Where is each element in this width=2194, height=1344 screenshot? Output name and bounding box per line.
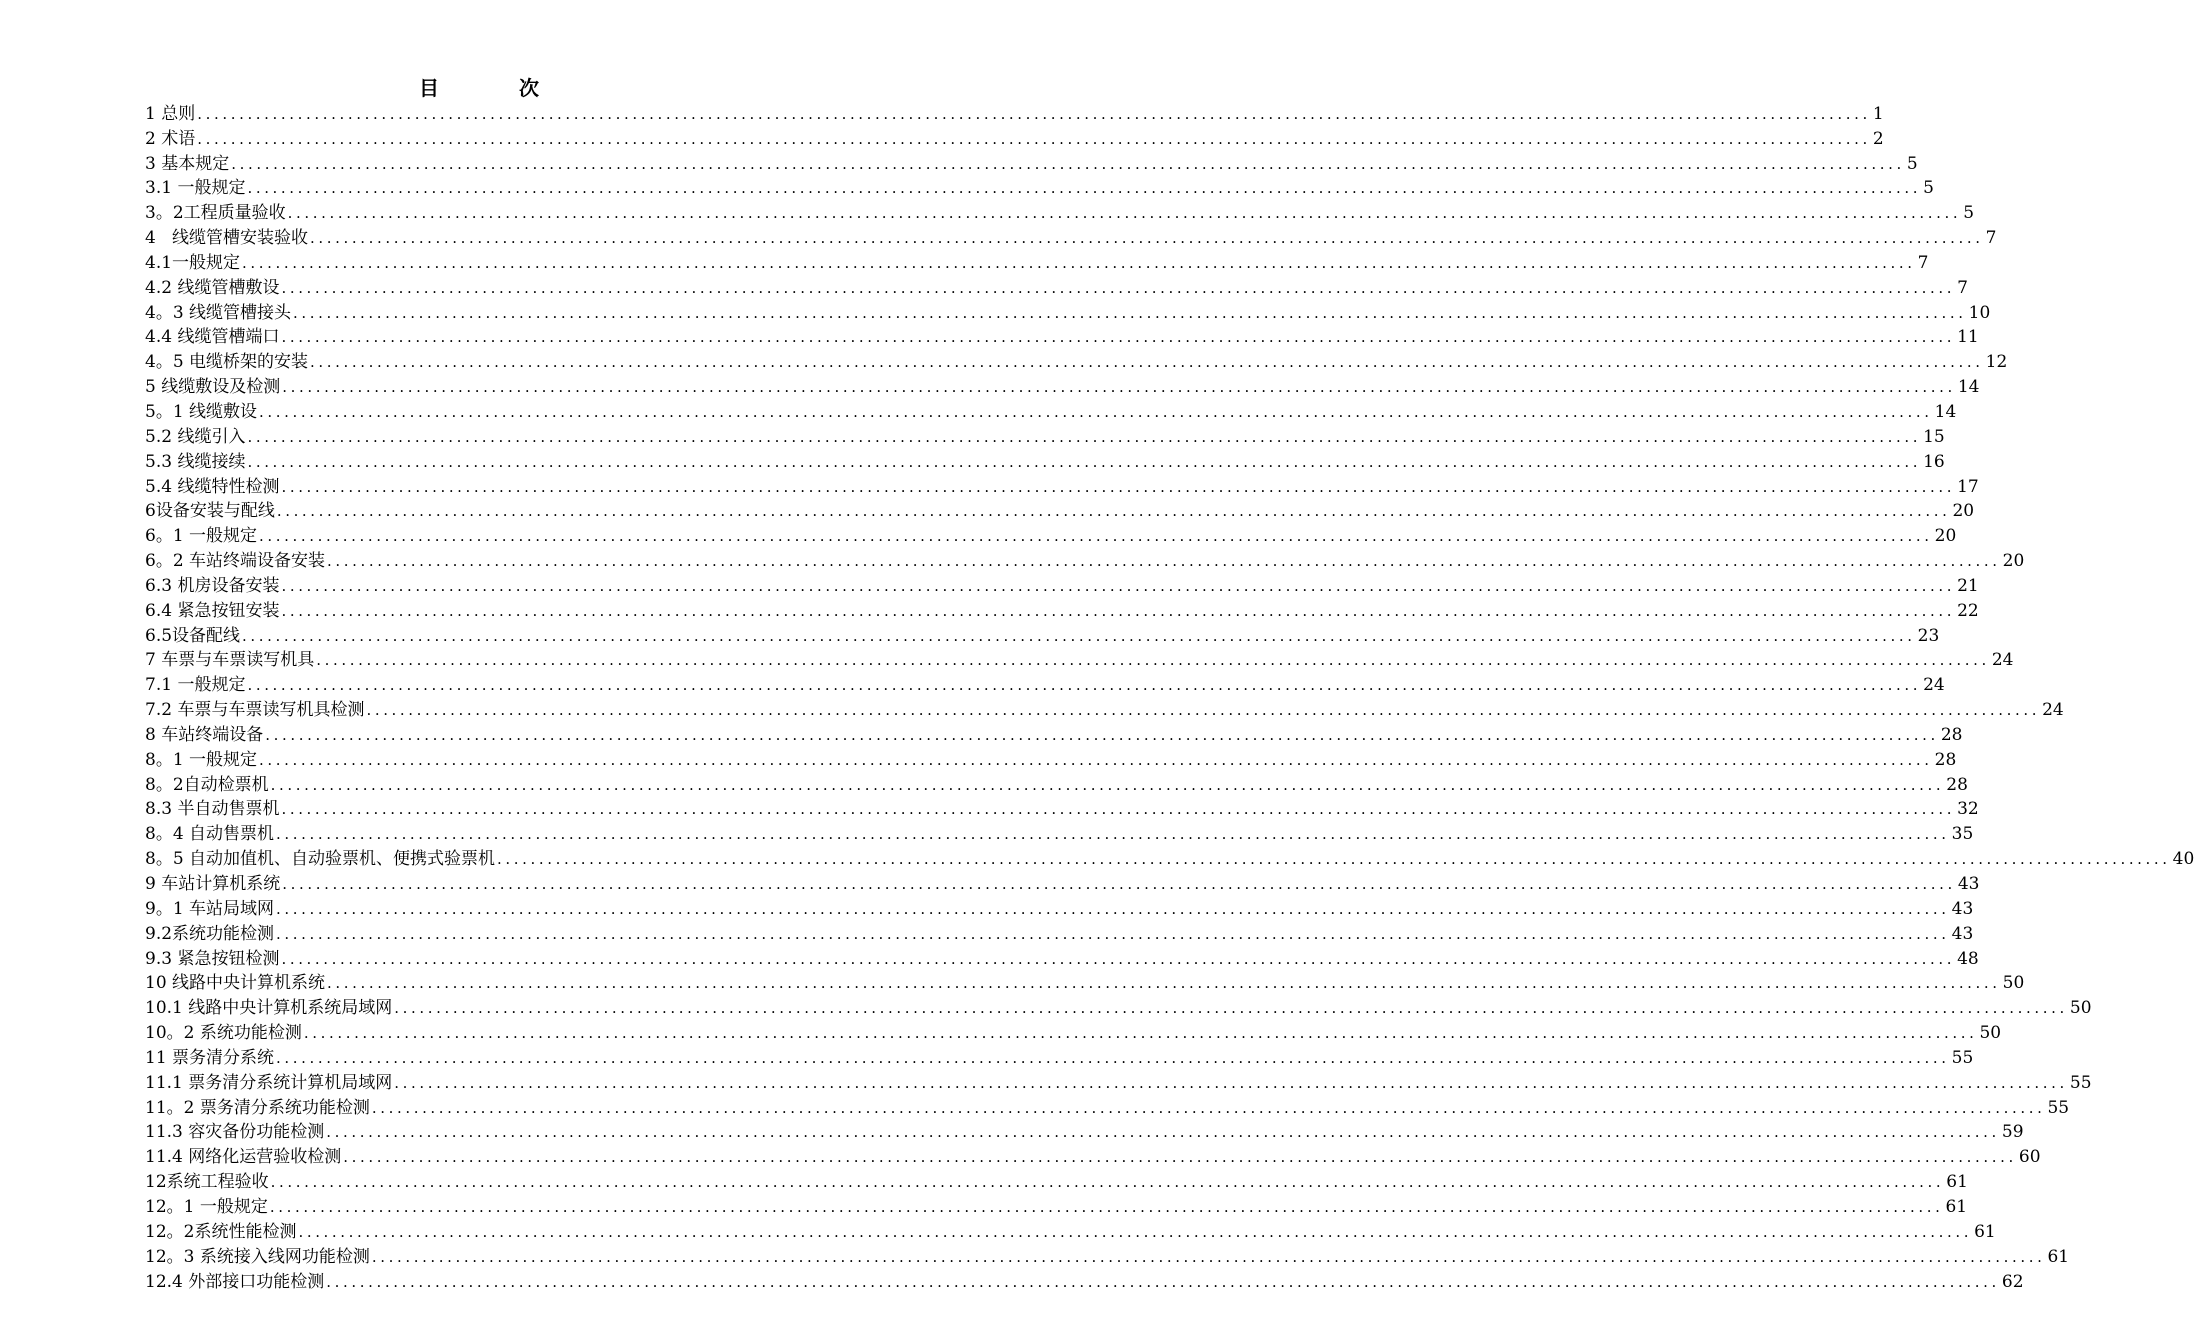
- toc-entry-page-number: 7: [1917, 252, 1929, 273]
- toc-entry-label: 5.2 线缆引入: [145, 426, 246, 447]
- toc-dot-leader: ........................................................................................................................................................................................................: [394, 1073, 2068, 1092]
- toc-entry[interactable]: [145, 473, 1979, 498]
- toc-entry[interactable]: [145, 572, 1979, 597]
- toc-dot-leader: ........................................................................................................................................................................................................: [310, 353, 1984, 372]
- toc-entry[interactable]: [145, 224, 1997, 249]
- toc-dot-leader: ........................................................................................................................................................................................................: [270, 1173, 1945, 1192]
- toc-dot-leader: ........................................................................................................................................................................................................: [371, 1247, 2046, 1266]
- toc-dot-leader: ........................................................................................................................................................................................................: [282, 378, 1956, 397]
- toc-dot-leader: ........................................................................................................................................................................................................: [242, 253, 1916, 272]
- toc-entry-label: 4。3 线缆管槽接头: [145, 302, 292, 323]
- toc-entry[interactable]: [145, 373, 1980, 398]
- toc-entry-label: 7.2 车票与车票读写机具检测: [145, 700, 365, 721]
- toc-entry-page-number: 28: [1940, 724, 1963, 745]
- toc-entry[interactable]: [145, 647, 2014, 672]
- toc-entry-label: 11.1 票务清分系统计算机局域网: [145, 1072, 393, 1093]
- toc-entry-label: 11.3 容灾备份功能检测: [145, 1122, 325, 1143]
- toc-entry-label: 6.5设备配线: [145, 625, 241, 646]
- toc-entry[interactable]: [145, 398, 1957, 423]
- toc-entry[interactable]: [145, 274, 1968, 299]
- toc-dot-leader: ........................................................................................................................................................................................................: [371, 1098, 2046, 1117]
- toc-entry-label: 6。2 车站终端设备安装: [145, 551, 326, 572]
- toc-entry-page-number: 43: [1951, 923, 1974, 944]
- toc-dot-leader: ........................................................................................................................................................................................................: [259, 527, 1933, 546]
- toc-entry[interactable]: [145, 125, 1884, 150]
- toc-entry[interactable]: [145, 597, 1979, 622]
- toc-entry-page-number: 14: [1957, 377, 1980, 398]
- toc-entry-label: 4.2 线缆管槽敷设: [145, 277, 280, 298]
- toc-dot-leader: ........................................................................................................................................................................................................: [231, 154, 1905, 173]
- toc-entry-page-number: 43: [1951, 898, 1974, 919]
- toc-dot-leader: ........................................................................................................................................................................................................: [242, 626, 1916, 645]
- toc-entry[interactable]: [145, 721, 1963, 746]
- toc-entry-label: 12系统工程验收: [145, 1172, 269, 1193]
- toc-dot-leader: ........................................................................................................................................................................................................: [281, 477, 1956, 496]
- toc-dot-leader: ........................................................................................................................................................................................................: [327, 552, 2001, 571]
- toc-entry-page-number: 61: [1946, 1172, 1968, 1193]
- toc-entry-page-number: 60: [2018, 1147, 2041, 1168]
- toc-dot-leader: ........................................................................................................................................................................................................: [269, 1197, 1944, 1216]
- toc-entry-page-number: 61: [2047, 1246, 2070, 1267]
- toc-entry[interactable]: [145, 175, 1934, 200]
- toc-entry[interactable]: [145, 1168, 1968, 1193]
- toc-entry-label: 9 车站计算机系统: [145, 874, 281, 894]
- toc-entry-page-number: 43: [1957, 874, 1980, 894]
- toc-dot-leader: ........................................................................................................................................................................................................: [497, 850, 2171, 869]
- toc-entry[interactable]: [145, 945, 1979, 970]
- toc-entry-page-number: 59: [2001, 1122, 2024, 1143]
- toc-dot-leader: ........................................................................................................................................................................................................: [310, 229, 1984, 248]
- toc-entry-page-number: 28: [1934, 749, 1957, 770]
- toc-entry-page-number: 61: [1974, 1221, 1996, 1242]
- toc-dot-leader: ........................................................................................................................................................................................................: [316, 651, 1990, 670]
- toc-dot-leader: ........................................................................................................................................................................................................: [394, 999, 2068, 1018]
- toc-dot-leader: ........................................................................................................................................................................................................: [247, 427, 1922, 446]
- toc-entry-label: 11.4 网络化运营验收检测: [145, 1147, 342, 1168]
- toc-entry[interactable]: [145, 696, 2064, 721]
- toc-dot-leader: ........................................................................................................................................................................................................: [265, 725, 1939, 744]
- toc-dot-leader: ........................................................................................................................................................................................................: [276, 899, 1950, 918]
- toc-list: [145, 100, 2194, 1293]
- toc-dot-leader: ........................................................................................................................................................................................................: [276, 924, 1950, 943]
- toc-entry-page-number: 5: [1906, 153, 1918, 174]
- toc-entry[interactable]: [145, 299, 1991, 324]
- toc-entry[interactable]: [145, 671, 1945, 696]
- toc-entry[interactable]: [145, 1069, 2092, 1094]
- toc-entry-page-number: 55: [2069, 1072, 2092, 1093]
- toc-entry[interactable]: [145, 1268, 2024, 1293]
- toc-entry-page-number: 14: [1934, 401, 1957, 422]
- toc-dot-leader: ........................................................................................................................................................................................................: [281, 800, 1956, 819]
- toc-entry-page-number: 11: [1957, 327, 1979, 348]
- toc-entry-page-number: 24: [2042, 700, 2064, 721]
- toc-entry-label: 5 线缆敷设及检测: [145, 377, 281, 398]
- toc-dot-leader: ........................................................................................................................................................................................................: [276, 502, 1951, 521]
- toc-entry-label: 9。1 车站局域网: [145, 898, 275, 919]
- toc-entry-label: 12。3 系统接入线网功能检测: [145, 1246, 370, 1267]
- toc-entry-page-number: 55: [2047, 1097, 2070, 1118]
- toc-dot-leader: ........................................................................................................................................................................................................: [197, 104, 1871, 123]
- toc-entry-label: 6.3 机房设备安装: [145, 575, 280, 596]
- toc-entry-page-number: 62: [2001, 1271, 2024, 1292]
- toc-entry[interactable]: [145, 1019, 2002, 1044]
- toc-dot-leader: ........................................................................................................................................................................................................: [281, 328, 1956, 347]
- toc-entry[interactable]: [145, 1143, 2041, 1168]
- toc-entry-page-number: 20: [2002, 551, 2025, 572]
- toc-entry-label: 6。1 一般规定: [145, 526, 258, 547]
- toc-entry[interactable]: [145, 150, 1918, 175]
- toc-entry-label: 8。5 自动加值机、自动验票机、便携式验票机: [145, 849, 496, 870]
- toc-entry[interactable]: [145, 1218, 1996, 1243]
- toc-entry-label: 3 基本规定: [145, 153, 230, 174]
- toc-entry-page-number: 16: [1923, 451, 1945, 472]
- toc-entry[interactable]: [145, 994, 2092, 1019]
- toc-entry[interactable]: [145, 622, 1940, 647]
- toc-entry-label: 10 线路中央计算机系统: [145, 973, 326, 994]
- toc-dot-leader: ........................................................................................................................................................................................................: [326, 1272, 2000, 1291]
- toc-entry-label: 9.3 紧急按钮检测: [145, 948, 280, 969]
- toc-entry-label: 4。5 电缆桥架的安装: [145, 352, 309, 373]
- toc-dot-leader: ........................................................................................................................................................................................................: [326, 1123, 2000, 1142]
- toc-entry-label: 11 票务清分系统: [145, 1047, 275, 1068]
- toc-dot-leader: ........................................................................................................................................................................................................: [247, 452, 1922, 471]
- toc-entry-page-number: 22: [1957, 600, 1979, 621]
- toc-entry[interactable]: [145, 423, 1945, 448]
- toc-entry-page-number: 5: [1923, 178, 1934, 199]
- toc-entry[interactable]: [145, 1119, 2024, 1144]
- toc-entry[interactable]: [145, 498, 1975, 523]
- toc-entry-label: 10。2 系统功能检测: [145, 1023, 302, 1044]
- toc-entry-page-number: 17: [1957, 476, 1979, 497]
- toc-dot-leader: ........................................................................................................................................................................................................: [270, 775, 1945, 794]
- toc-entry-page-number: 24: [1991, 650, 2014, 671]
- toc-entry-label: 3.1 一般规定: [145, 178, 246, 199]
- toc-entry[interactable]: [145, 895, 1974, 920]
- toc-entry-page-number: 1: [1872, 103, 1884, 124]
- toc-entry-label: 8.3 半自动售票机: [145, 799, 280, 820]
- toc-entry-label: 7.1 一般规定: [145, 675, 246, 696]
- toc-dot-leader: ........................................................................................................................................................................................................: [247, 179, 1922, 198]
- toc-entry[interactable]: [145, 199, 1975, 224]
- toc-entry[interactable]: [145, 1094, 2070, 1119]
- toc-dot-leader: ........................................................................................................................................................................................................: [276, 1048, 1950, 1067]
- toc-dot-leader: ........................................................................................................................................................................................................: [343, 1148, 2017, 1167]
- toc-entry-page-number: 50: [1979, 1023, 2002, 1044]
- toc-entry[interactable]: [145, 1193, 1968, 1218]
- toc-entry-page-number: 50: [2002, 973, 2025, 994]
- toc-entry-page-number: 12: [1985, 352, 2008, 373]
- toc-entry-page-number: 20: [1934, 526, 1957, 547]
- toc-dot-leader: ........................................................................................................................................................................................................: [293, 303, 1967, 322]
- toc-entry-page-number: 55: [1951, 1047, 1974, 1068]
- toc-dot-leader: ........................................................................................................................................................................................................: [281, 949, 1956, 968]
- toc-dot-leader: ........................................................................................................................................................................................................: [197, 129, 1871, 148]
- toc-entry[interactable]: [145, 796, 1979, 821]
- toc-entry[interactable]: [145, 448, 1945, 473]
- toc-entry[interactable]: [145, 348, 2008, 373]
- toc-entry[interactable]: [145, 771, 1968, 796]
- toc-entry[interactable]: [145, 547, 2025, 572]
- toc-entry-label: 12。2系统性能检测: [145, 1221, 297, 1242]
- toc-entry-label: 9.2系统功能检测: [145, 923, 275, 944]
- toc-dot-leader: ........................................................................................................................................................................................................: [303, 1024, 1978, 1043]
- toc-entry-page-number: 7: [1957, 277, 1968, 298]
- toc-entry-label: 7 车票与车票读写机具: [145, 650, 315, 671]
- toc-dot-leader: ........................................................................................................................................................................................................: [298, 1222, 1973, 1241]
- toc-entry-page-number: 2: [1872, 128, 1884, 149]
- toc-entry-page-number: 21: [1957, 575, 1979, 596]
- toc-dot-leader: ........................................................................................................................................................................................................: [259, 402, 1933, 421]
- toc-dot-leader: ........................................................................................................................................................................................................: [247, 676, 1922, 695]
- toc-entry[interactable]: [145, 522, 1957, 547]
- toc-entry-label: 3。2工程质量验收: [145, 203, 286, 224]
- toc-entry-page-number: 48: [1957, 948, 1979, 969]
- toc-entry-label: 5.3 线缆接续: [145, 451, 246, 472]
- toc-entry-page-number: 5: [1963, 203, 1975, 224]
- toc-entry-label: 4.4 线缆管槽端口: [145, 327, 280, 348]
- toc-entry-page-number: 20: [1952, 501, 1975, 522]
- toc-entry-label: 6设备安装与配线: [145, 501, 275, 522]
- toc-entry[interactable]: [145, 746, 1957, 771]
- toc-entry-label: 5.4 线缆特性检测: [145, 476, 280, 497]
- toc-entry-page-number: 40: [2172, 849, 2194, 870]
- toc-entry-page-number: 32: [1957, 799, 1979, 820]
- toc-entry-label: 8。2自动检票机: [145, 774, 269, 795]
- toc-entry-page-number: 35: [1951, 824, 1974, 845]
- toc-entry-page-number: 10: [1968, 302, 1991, 323]
- toc-entry[interactable]: [145, 324, 1979, 349]
- toc-entry-page-number: 61: [1945, 1196, 1968, 1217]
- toc-entry-label: 11。2 票务清分系统功能检测: [145, 1097, 370, 1118]
- toc-entry-page-number: 15: [1923, 426, 1945, 447]
- toc-dot-leader: ........................................................................................................................................................................................................: [259, 750, 1933, 769]
- toc-entry-page-number: 24: [1923, 675, 1945, 696]
- toc-entry-label: 8。4 自动售票机: [145, 824, 275, 845]
- toc-entry[interactable]: [145, 249, 1929, 274]
- toc-dot-leader: ........................................................................................................................................................................................................: [287, 204, 1962, 223]
- toc-dot-leader: ........................................................................................................................................................................................................: [281, 601, 1956, 620]
- toc-entry[interactable]: [145, 820, 1974, 845]
- toc-entry-page-number: 7: [1985, 228, 1997, 249]
- toc-entry[interactable]: [145, 1044, 1974, 1069]
- toc-entry[interactable]: [145, 1243, 2070, 1268]
- toc-entry-page-number: 50: [2069, 998, 2092, 1019]
- toc-entry[interactable]: [145, 845, 2194, 870]
- toc-title: 目 次: [419, 76, 561, 100]
- toc-entry-label: 4.1一般规定: [145, 252, 241, 273]
- toc-entry[interactable]: [145, 100, 1884, 125]
- toc-dot-leader: ........................................................................................................................................................................................................: [366, 701, 2041, 720]
- toc-dot-leader: ........................................................................................................................................................................................................: [281, 278, 1956, 297]
- toc-entry-label: 6.4 紧急按钮安装: [145, 600, 280, 621]
- toc-entry-page-number: 28: [1946, 774, 1968, 795]
- toc-entry-label: 1 总则: [145, 103, 196, 124]
- toc-dot-leader: ........................................................................................................................................................................................................: [276, 825, 1950, 844]
- toc-entry-label: 12.4 外部接口功能检测: [145, 1271, 325, 1292]
- toc-dot-leader: ........................................................................................................................................................................................................: [282, 875, 1956, 893]
- toc-entry-page-number: 23: [1917, 625, 1940, 646]
- toc-entry[interactable]: [145, 970, 2025, 995]
- toc-dot-leader: ........................................................................................................................................................................................................: [281, 576, 1956, 595]
- toc-entry-label: 8。1 一般规定: [145, 749, 258, 770]
- toc-entry-label: 10.1 线路中央计算机系统局域网: [145, 998, 393, 1019]
- toc-entry-label: 12。1 一般规定: [145, 1196, 268, 1217]
- toc-dot-leader: ........................................................................................................................................................................................................: [327, 974, 2001, 993]
- toc-entry-label: 4 线缆管槽安装验收: [145, 228, 309, 249]
- toc-entry[interactable]: [145, 870, 1980, 895]
- toc-entry-label: 2 术语: [145, 128, 196, 149]
- toc-entry[interactable]: [145, 920, 1974, 945]
- toc-entry-label: 5。1 线缆敷设: [145, 401, 258, 422]
- toc-entry-label: 8 车站终端设备: [145, 724, 264, 745]
